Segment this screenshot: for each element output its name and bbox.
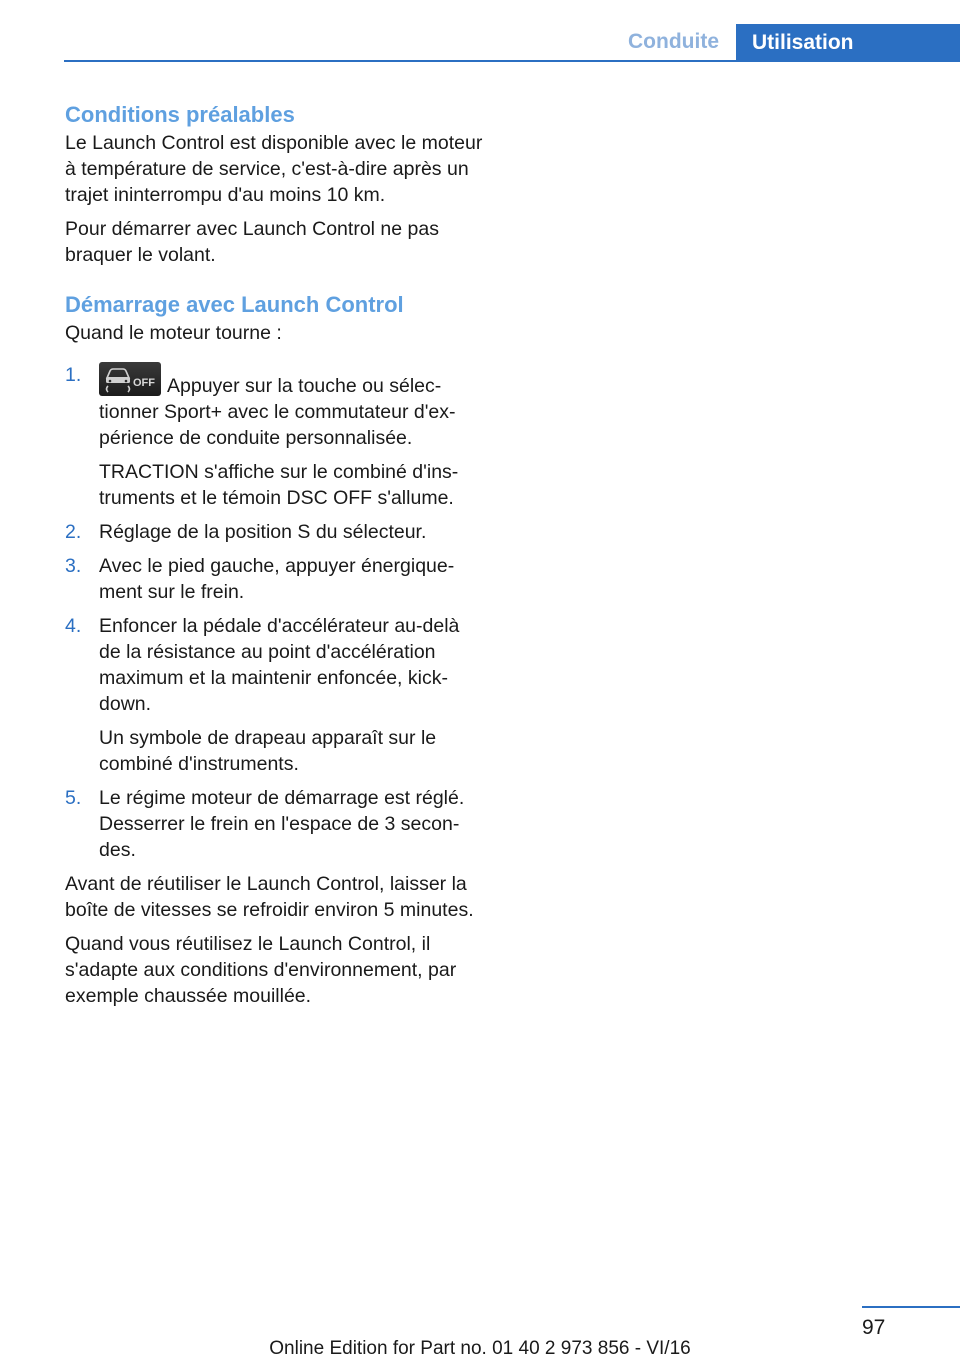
step-text: Réglage de la position S du sélecteur. (99, 521, 427, 543)
step-number: 5. (65, 787, 82, 809)
main-content (65, 100, 485, 1017)
paragraph-prerequisite-steering: Pour démarrer avec Launch Control ne pas braquer le volant. (65, 218, 439, 266)
step-note: TRACTION s'affiche sur le combiné d'instruments et le témoin DSC OFF s'allume. (99, 461, 459, 509)
step-2 (65, 519, 485, 545)
dsc-off-button-icon (99, 362, 161, 396)
tab-utilisation[interactable]: Utilisation (736, 24, 960, 62)
step-note: Un symbole de drapeau apparaît sur le combiné d'instruments. (99, 727, 437, 775)
step-number: 4. (65, 615, 82, 637)
paragraph-cooldown: Avant de réutiliser le Launch Control, laisser la boîte de vitesses se refroidir environ 5 minutes. (65, 873, 474, 921)
page-number: 97 (862, 1316, 886, 1339)
step-number: 1. (65, 364, 82, 386)
step-4 (65, 613, 485, 777)
svg-text:OFF: OFF (133, 377, 155, 389)
steps-list (65, 362, 485, 863)
step-1 (65, 362, 485, 511)
step-number: 2. (65, 521, 82, 543)
step-text (99, 362, 485, 451)
page-number-divider (862, 1306, 960, 1308)
heading-demarrage-launch-control: Démarrage avec Launch Control (65, 292, 404, 317)
step-5 (65, 785, 485, 863)
step-text: Avec le pied gauche, appuyer énergiquement sur le frein. (99, 555, 455, 603)
tab-conduite[interactable]: Conduite (628, 30, 719, 53)
step-3 (65, 553, 485, 605)
step-text: Le régime moteur de démarrage est réglé. Desserrer le frein en l'espace de 3 secondes. (99, 787, 465, 861)
heading-conditions-prealables: Conditions préalables (65, 102, 295, 127)
paragraph-adaptation: Quand vous réutilisez le Launch Control, il s'adapte aux conditions d'environnement, par exemple chaussée mouillée. (65, 933, 457, 1007)
step-1-text: Appuyer sur la touche ou sélectionner Sport+ avec le commutateur d'expérience de conduite personnalisée. (99, 375, 456, 449)
step-text: Enfoncer la pédale d'accélérateur au-delà de la résistance au point d'accélération maximum et la maintenir enfoncée, kickdown. (99, 615, 460, 715)
paragraph-prerequisite-temperature: Le Launch Control est disponible avec le moteur à température de service, c'est-à-dire après un trajet ininterrompu d'au moins 10 km. (65, 132, 483, 206)
step-number: 3. (65, 555, 82, 577)
paragraph-intro: Quand le moteur tourne : (65, 322, 282, 344)
header-divider (64, 60, 960, 62)
footer-edition-text: Online Edition for Part no. 01 40 2 973 856 - VI/16 (269, 1338, 691, 1359)
